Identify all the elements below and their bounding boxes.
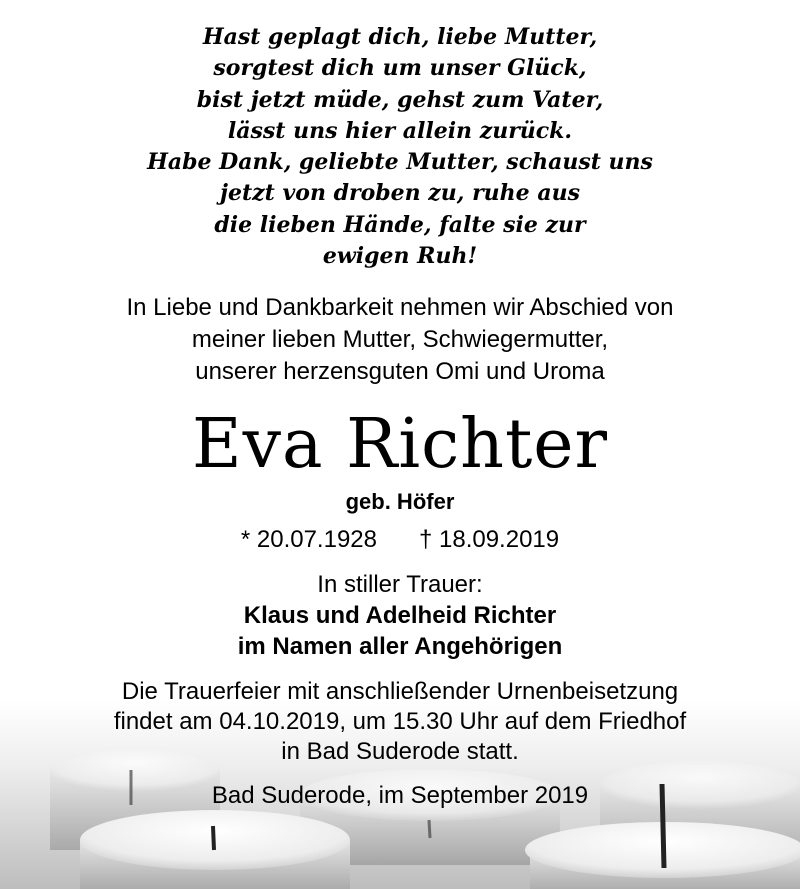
poem-line: jetzt von droben zu, ruhe aus bbox=[220, 180, 580, 207]
funeral-line: findet am 04.10.2019, um 15.30 Uhr auf dem Friedhof bbox=[113, 708, 687, 735]
mourner-names: Klaus und Adelheid Richter bbox=[243, 602, 557, 629]
death-date: † 18.09.2019 bbox=[418, 526, 560, 553]
farewell-intro bbox=[0, 292, 800, 388]
poem-line: ewigen Ruh! bbox=[322, 243, 478, 270]
poem-line: sorgtest dich um unser Glück, bbox=[213, 55, 587, 82]
poem-line: bist jetzt müde, gehst zum Vater, bbox=[196, 86, 604, 113]
life-dates bbox=[0, 524, 800, 556]
poem-line: Hast geplagt dich, liebe Mutter, bbox=[202, 24, 598, 50]
funeral-line: Die Trauerfeier mit anschließender Urnenbeisetzung bbox=[121, 678, 679, 705]
intro-line: unserer herzensguten Omi und Uroma bbox=[195, 358, 605, 385]
funeral-info bbox=[0, 677, 800, 767]
intro-line: meiner lieben Mutter, Schwiegermutter, bbox=[191, 326, 609, 353]
deceased-name: Eva Richter bbox=[191, 405, 609, 484]
poem bbox=[0, 22, 800, 272]
intro-line: In Liebe und Dankbarkeit nehmen wir Abschied von bbox=[126, 294, 674, 321]
birth-date: * 20.07.1928 bbox=[240, 526, 377, 553]
mourners-block bbox=[0, 569, 800, 662]
mourning-heading: In stiller Trauer: bbox=[317, 571, 483, 598]
poem-line: lässt uns hier allein zurück. bbox=[227, 117, 573, 144]
place-and-date: Bad Suderode, im September 2019 bbox=[211, 782, 589, 809]
maiden-name: geb. Höfer bbox=[345, 489, 455, 514]
poem-line: Habe Dank, geliebte Mutter, schaust uns bbox=[147, 149, 653, 176]
poem-line: die lieben Hände, falte sie zur bbox=[214, 211, 586, 238]
mourner-relatives: im Namen aller Angehörigen bbox=[237, 633, 563, 660]
funeral-line: in Bad Suderode statt. bbox=[281, 738, 519, 765]
